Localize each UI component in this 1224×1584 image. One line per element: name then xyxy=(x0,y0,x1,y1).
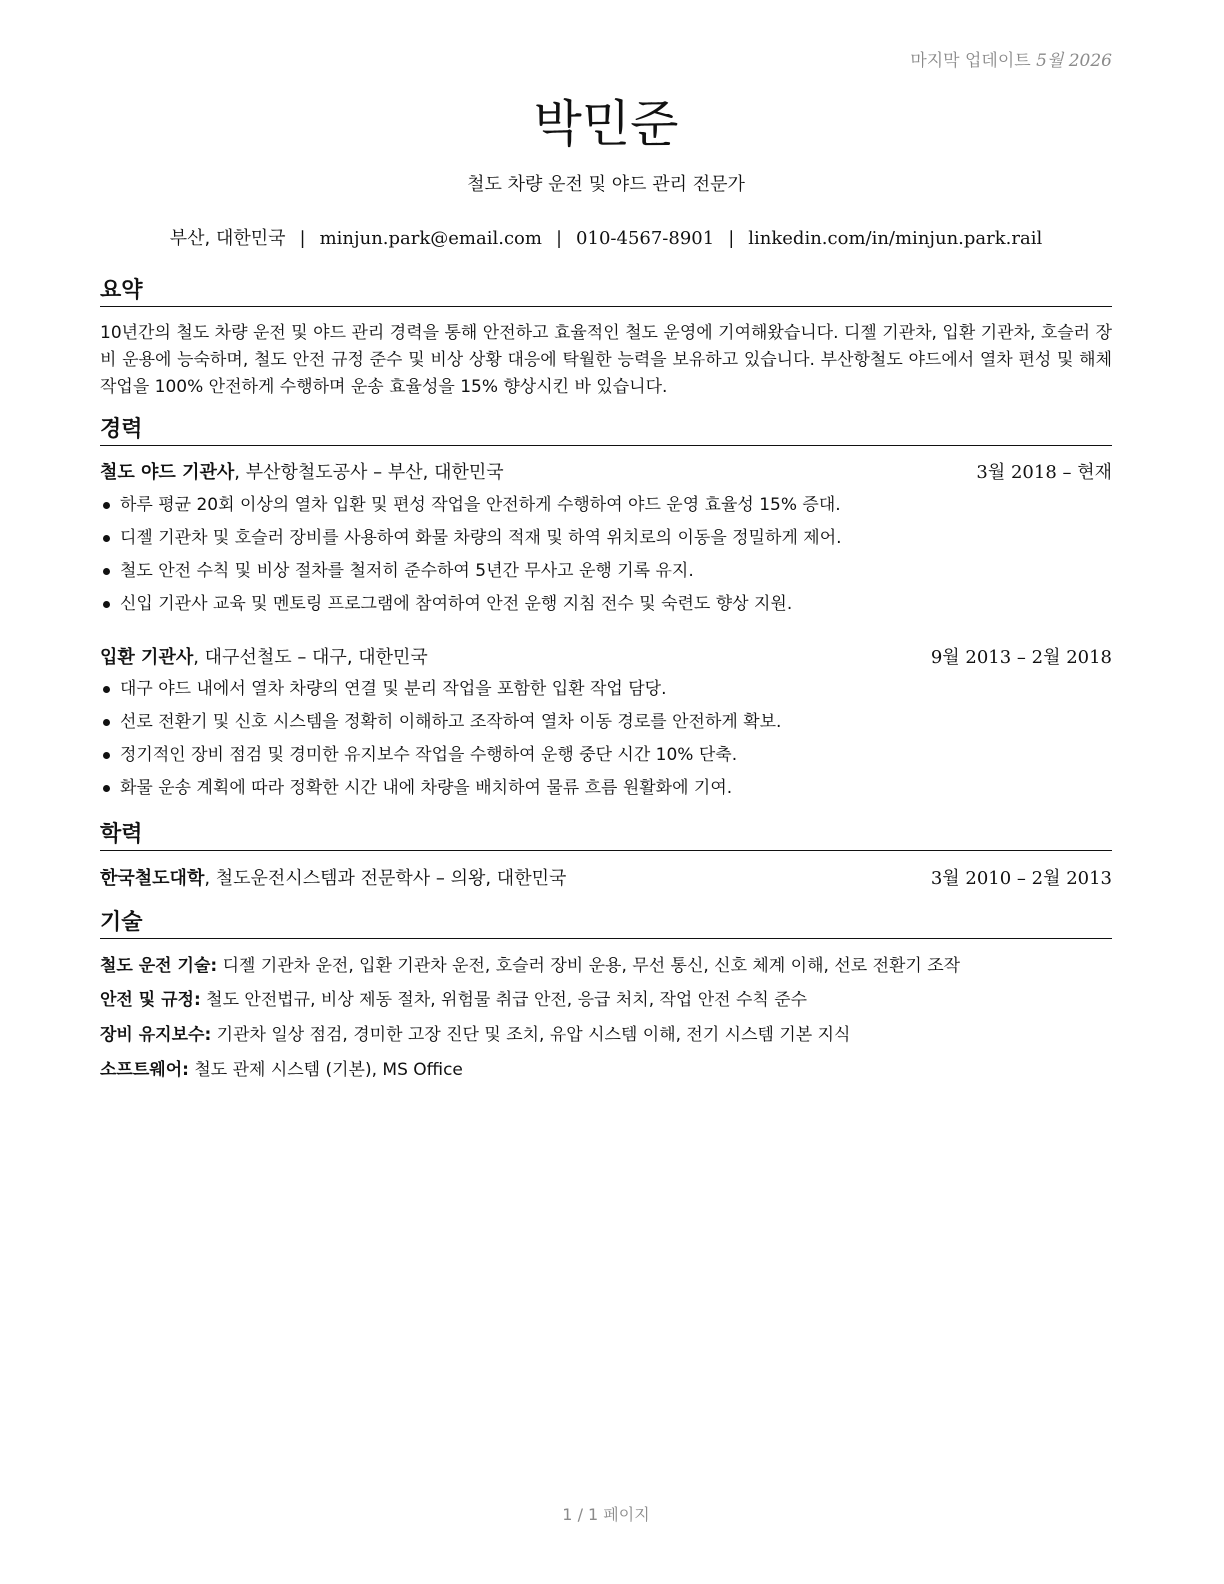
contact-separator: | xyxy=(555,228,563,249)
skill-value: 디젤 기관차 운전, 입환 기관차 운전, 호슬러 장비 운용, 무선 통신, 신호 체계 이해, 선로 전환기 조작 xyxy=(217,956,961,976)
last-updated xyxy=(910,46,1112,71)
contact-separator: | xyxy=(299,228,306,249)
job-bullet: 철도 안전 수칙 및 비상 절차를 철저히 준수하여 5년간 무사고 운행 기록 유지. xyxy=(100,559,1112,592)
candidate-tagline: 철도 차량 운전 및 야드 관리 전문가 xyxy=(467,174,745,195)
section-title-summary: 요약 xyxy=(100,278,1112,307)
education-entry xyxy=(100,867,1112,891)
education-detail: , 철도운전시스템과 전문학사 – 의왕, 대한민국 xyxy=(204,868,567,889)
contact-linkedin[interactable]: linkedin.com/in/minjun.park.rail xyxy=(748,228,1043,249)
job-organization: , 부산항철도공사 – 부산, 대한민국 xyxy=(234,462,504,483)
summary-text: 10년간의 철도 차량 운전 및 야드 관리 경력을 통해 안전하고 효율적인 철도 운영에 기여해왔습니다. 디젤 기관차, 입환 기관차, 호슬러 장비 운용에 능숙하며, 철도 안전 규정 준수 및 비상 상황 대응에 탁월한 능력을 보유하고 있습니다. 부산항철도 야드에서 열차 편성 및 해체 작업을 100% 안전하게 수행하며 운송 효율성을 15% 향상시킨 바 있습니다. xyxy=(100,323,1112,397)
contact-email[interactable]: minjun.park@email.com xyxy=(319,228,542,249)
skill-label: 철도 운전 기술: xyxy=(100,956,218,976)
last-updated-prefix: 마지막 업데이트 xyxy=(910,51,1031,71)
job-bullet: 선로 전환기 및 신호 시스템을 정확히 이해하고 조작하여 열차 이동 경로를 안전하게 확보. xyxy=(100,710,1112,743)
last-updated-date: 5월 2026 xyxy=(1036,51,1112,71)
job-bullet: 신입 기관사 교육 및 멘토링 프로그램에 참여하여 안전 운행 지침 전수 및 숙련도 향상 지원. xyxy=(100,592,1112,625)
candidate-name: 박민준 xyxy=(533,95,679,153)
job-bullet: 대구 야드 내에서 열차 차량의 연결 및 분리 작업을 포함한 입환 작업 담당. xyxy=(100,677,1112,710)
job-entry-header xyxy=(100,461,1112,485)
section-title-experience: 경력 xyxy=(100,417,1112,446)
education-school: 한국철도대학 xyxy=(100,868,205,889)
page-number: 1 / 1 페이지 xyxy=(562,1505,650,1524)
skill-row xyxy=(100,1023,1112,1047)
job-entry-header xyxy=(100,646,1112,670)
resume-page xyxy=(100,0,1112,1584)
job-organization: , 대구선철도 – 대구, 대한민국 xyxy=(193,647,428,668)
education-dates: 3월 2010 – 2월 2013 xyxy=(930,868,1112,889)
skill-label: 안전 및 규정: xyxy=(100,990,201,1010)
skill-row xyxy=(100,954,1112,978)
skill-value: 철도 관제 시스템 (기본), MS Office xyxy=(188,1060,463,1080)
skill-value: 기관차 일상 점검, 경미한 고장 진단 및 조치, 유압 시스템 이해, 전기 시스템 기본 지식 xyxy=(211,1025,851,1045)
skill-label: 장비 유지보수: xyxy=(100,1025,212,1045)
job-dates: 3월 2018 – 현재 xyxy=(976,462,1112,483)
skill-row xyxy=(100,1058,1112,1082)
section-title-skills: 기술 xyxy=(100,910,1112,939)
contact-separator: | xyxy=(728,228,735,249)
section-title-education: 학력 xyxy=(100,822,1112,851)
job-bullet: 화물 운송 계획에 따라 정확한 시간 내에 차량을 배치하여 물류 흐름 원활화에 기여. xyxy=(100,776,1112,809)
job-title: 철도 야드 기관사 xyxy=(100,462,235,483)
job-bullet: 하루 평균 20회 이상의 열차 입환 및 편성 작업을 안전하게 수행하여 야드 운영 효율성 15% 증대. xyxy=(100,493,1112,526)
skill-label: 소프트웨어: xyxy=(100,1060,189,1080)
contact-line xyxy=(100,224,1112,250)
contact-phone: 010-4567-8901 xyxy=(576,228,715,249)
skill-row xyxy=(100,988,1112,1012)
contact-location: 부산, 대한민국 xyxy=(169,228,286,249)
job-bullet: 정기적인 장비 점검 및 경미한 유지보수 작업을 수행하여 운행 중단 시간 10% 단축. xyxy=(100,743,1112,776)
job-dates: 9월 2013 – 2월 2018 xyxy=(930,647,1112,668)
job-title: 입환 기관사 xyxy=(100,647,194,668)
job-bullet-list xyxy=(100,677,1112,809)
skill-value: 철도 안전법규, 비상 제동 절차, 위험물 취급 안전, 응급 처치, 작업 안전 수칙 준수 xyxy=(200,990,808,1010)
job-bullet-list xyxy=(100,493,1112,625)
job-bullet: 디젤 기관차 및 호슬러 장비를 사용하여 화물 차량의 적재 및 하역 위치로의 이동을 정밀하게 제어. xyxy=(100,526,1112,559)
